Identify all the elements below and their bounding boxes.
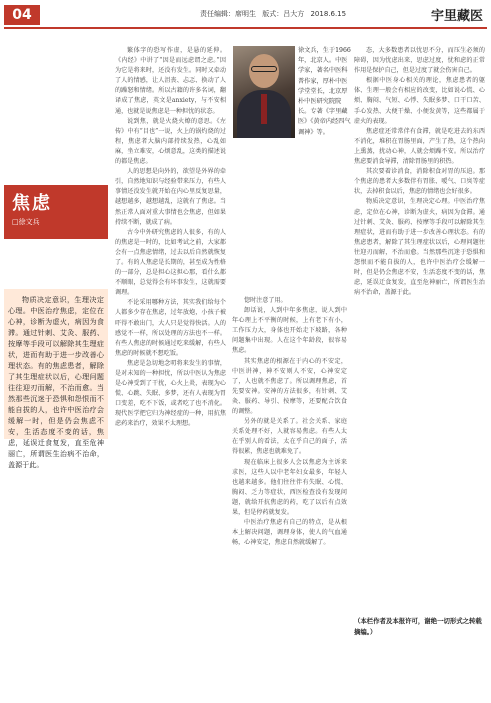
- section-name: 宇里藏医: [430, 9, 483, 24]
- text-column-3: [354, 46, 485, 696]
- title-box: [4, 185, 108, 239]
- author-bio: 徐文兵，生于1966年，北京人。中医学家，著名中医科普作家，厚朴中医学堂堂长，北京厚朴中医研究院院长。专著《字里藏医》《黄帝内经四气调神》等。: [298, 47, 351, 136]
- paragraph: 焦虑是急切地念叨将来发生的事情，是对未知的一种担忧，所以中医认为焦虑是心神受到了干扰，心火上炎，表现为心慌、心跳、失眠、多梦，还有人表现为胃口变差，吃不下饭，或者吃了也不消化。现代医学把它归为神经症的一种，用抗焦虑药来治疗，效果不太理想。: [115, 359, 226, 428]
- paragraph: 古今中外研究焦虑的人很多，有的人的焦虑是一时的，比如考试之前，大家都会有一点焦虑情绪，过去以后自然就恢复了。有的人焦虑是长期的，甚至成为性格的一部分，总是担心这担心那，看什么都不顺眼，总觉得会有坏事发生，这就需要调理。: [115, 228, 226, 297]
- text-column-2: [232, 296, 347, 696]
- sidebar: [4, 33, 108, 696]
- author-photo: [233, 46, 295, 138]
- paragraph: 繁体字的恐写作虚，是悬的延伸。《内经》中讲了“因是而远虑谓之虑。”因为它是将来时，还没有发生。同时又牵动了人的情感，让人沮丧、忐忑、换动了人的躁怒和情绪。所以古籍的许多名词，翻译成了焦虑，英文是anxiety，与不安相通，也就是说焦虑是一种担忧的状态。: [115, 47, 226, 115]
- designer-credit: 版式：吕大方: [262, 10, 305, 18]
- page-number: 04: [4, 5, 40, 25]
- paragraph: 焦虑症还常常伴有食滞，就是吃进去的东西不消化，堆积在胃肠里面，产生了热，这个热向上熏蒸，扰动心神，人就会烦躁不安。所以治疗焦虑要消食导滞，清除胃肠里的积热。: [354, 127, 485, 166]
- paragraph: 其次要着诊消食，消除积食对胃的压迫。那个焦虑的患者大多数伴有胃胀、嗳气、口臭等症状，去掉积食以后，焦虑的情绪也会好很多。: [354, 168, 485, 196]
- paragraph: 人的思想是向外的，欲望是外界的牵引，自然地知识与经验带来压力，有些人事情还没发生就开始在内心里反复思量，越想越多，越想越乱，这就有了焦虑。当然正常人面对重大事情也会焦虑，但如果持续不断，就成了病。: [115, 168, 226, 226]
- header-rule: [4, 27, 487, 29]
- paragraph: 另外的就是关系了。社会关系、家庭关系处理不好，人就容易焦虑。有些人太在乎别人的看法，太在乎自己的面子，活得很累，焦虑也就难免了。: [232, 418, 347, 456]
- article-title: 焦虑: [12, 193, 52, 214]
- article-author: □徐文兵: [12, 218, 40, 226]
- sidebar-blank: [4, 33, 108, 285]
- issue-date: 2018.6.15: [310, 10, 347, 18]
- page-header: [0, 0, 491, 26]
- text-column-1: [115, 46, 226, 696]
- paragraph: 中医治疗焦虑有自己的特点，是从根本上解决问题，调理身体，使人的气血通畅，心神安定，焦虑自然就缓解了。: [232, 519, 347, 547]
- paragraph: 态，大多数患者以忧思不分，而压生必须的障碍，因为忧虑出来，思虑过度，忧和虑的正常作用是保护自己，但是过度了就会伤害自己。: [354, 47, 485, 75]
- paragraph: 惚时注意了用。: [244, 297, 287, 304]
- editor-credits: [200, 9, 350, 19]
- paragraph: 其实焦虑的根源在于内心的不安定，中医讲神，神不安则人不安，心神安定了，人也就不焦虑了。所以调理焦虑，首先要安神。安神的方法很多，有针刺、艾灸、服药、导引、按摩等，还要配合饮食的调整。: [232, 357, 347, 416]
- copyright-note: （本栏作者及本报许可，谢绝一切形式之转载摘编。）: [354, 617, 482, 636]
- paragraph: 物质决定意识，生理决定心理。中医治疗焦虑，定位在心神，诊断为虚火，病因为食滞。通过针刺、艾灸、服药、按摩等手段可以解除其生理症状，进而有助于进一步改善心理状态。有的焦虑患者，解除了其生理症状以后，心理问题往往迎刃而解，不治而愈。当然那些沉迷于恐惧和怨恨而不能自拔的人，也许中医治疗会缓解一时，但是仍会焦虑不安，生活态度不变的话，焦虑，延误迁食复发，直至危神丽亡，所谓医生治病不治命，盖源于此。: [354, 198, 485, 297]
- paragraph: 根据中医身心相关的理论，焦虑患者的躯体、生理一般会有相应的改变，比如说心慌、心烦、胸闷、气短、心悸、失眠多梦、口干口苦、手心发热、大便干燥、小便发黄等，这些都属于虚火的表现。: [354, 77, 485, 125]
- paragraph: 说到焦，就是火烧火燎的意思。《左传》中有“目也”一说，火上的锅灼烧的过程，焦虑者大脑内部持续发热，心乱如麻，坐立难安，心烦意乱，这类的描述说的都是焦虑。: [115, 117, 226, 166]
- article-abstract: 物质决定意识，生理决定心理。中医治疗焦虑，定位在心神，诊断为虚火，病因为食滞。通过针刺、艾灸、服药、按摩等手段可以解除其生理症状，进而有助于进一步改善心理状态。有的焦虑患者，解除了其生理症状以后，心理问题往往迎刃而解，不治而愈。当然那些沉迷于恐惧和怨恨而不能自拔的人，也许中医治疗会缓解一时，但是仍会焦虑不安，生活态度不变的话，焦虑，延误迁食复发，直至危神丽亡，所谓医生治病不治命，盖源于此。: [4, 289, 108, 439]
- paragraph: 现在临床上很多人会以焦虑为主诉来求医，这些人以中老年妇女最多，年轻人也越来越多。他们往往伴有失眠、心慌、胸闷、乏力等症状，西医检查没有发现问题，就给开抗焦虑的药，吃了以后有点效果，但是停药就复发。: [232, 458, 347, 516]
- editor-credit: 责任编辑：席明生: [200, 10, 256, 18]
- paragraph: 卸话说，人到中年多焦虑，说人到中年心理上不平衡的时候，上有老下有小，工作压力大，身体也开始走下坡路，各种问题集中出现。人在这个年龄段，很容易焦虑。: [232, 307, 347, 355]
- paragraph: 不论采用哪种方法，其实我们给每个人都多少存在焦虑，过年放炮，小孩子被吓得不敢出门，大人只是觉得快活。人的感觉不一样，所以处理的方法也不一样。有些人焦虑的时候通过吃来缓解，有些人焦虑的时候就不想吃饭。: [115, 299, 226, 357]
